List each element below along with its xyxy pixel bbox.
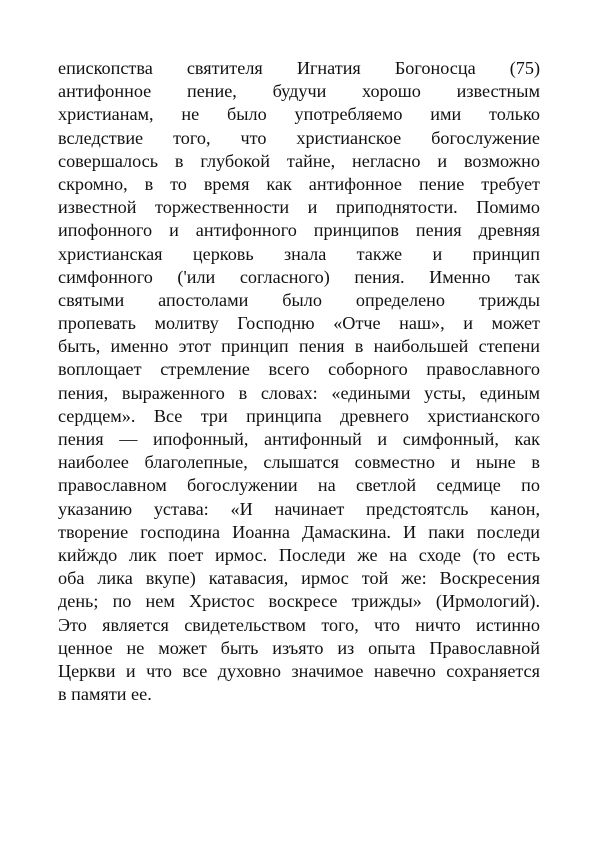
text-line: ценное не может быть изъято из опыта Православной	[58, 637, 540, 658]
text-line: епископства святителя Игнатия Богоносца (75)	[58, 58, 540, 78]
text-line: вследствие того, что христианское богослужение	[58, 127, 540, 148]
text-line: в памяти ее.	[58, 684, 152, 705]
text-line: известной торжественности и приподнятости. Помимо	[58, 197, 540, 218]
text-line: воплощает стремление всего соборного православного	[58, 359, 540, 380]
text-line: Церкви и что все духовно значимое навечно сохраняется	[58, 660, 540, 681]
text-line: оба лика вкупе) катавасия, ирмос той же: Воскресения	[58, 568, 540, 589]
text-line: ипофонного и антифонного принципов пения древняя	[58, 220, 540, 241]
text-line: сердцем». Все три принципа древнего христианского	[58, 405, 540, 426]
text-line: святыми апостолами было определено трижды	[58, 289, 540, 310]
text-line: христианам, не было употребляемо ими только	[58, 104, 540, 125]
text-line: антифонное пение, будучи хорошо известным	[58, 81, 540, 102]
text-line: быть, именно этот принцип пения в наибольшей степени	[58, 336, 540, 357]
text-line: совершалось в глубокой тайне, негласно и возможно	[58, 150, 540, 171]
text-line: пропевать молитву Господню «Отче наш», и может	[58, 313, 540, 334]
text-line: православном богослужении на светлой седмице по	[58, 475, 540, 496]
text-line: кийждо лик поет ирмос. Последи же на сходе (то есть	[58, 544, 540, 565]
text-line: скромно, в то время как антифонное пение требует	[58, 173, 540, 194]
text-line: Это является свидетельством того, что ничто истинно	[58, 614, 540, 635]
body-text	[58, 57, 540, 706]
text-line: наиболее благолепные, слышатся совместно и ныне в	[58, 452, 540, 473]
text-line: указанию устава: «И начинает предстоятсль канон,	[58, 498, 540, 519]
text-line: симфонного ('или согласного) пения. Именно так	[58, 266, 540, 287]
text-line: пения — ипофонный, антифонный и симфонный, как	[58, 429, 540, 449]
text-line: день; по нем Христос воскресе трижды» (Ирмологий).	[58, 591, 540, 612]
text-line: творение господина Иоанна Дамаскина. И паки последи	[58, 521, 540, 542]
text-line: христианская церковь знала также и принцип	[58, 243, 540, 264]
text-line: пения, выраженного в словах: «едиными усты, единым	[58, 382, 540, 403]
